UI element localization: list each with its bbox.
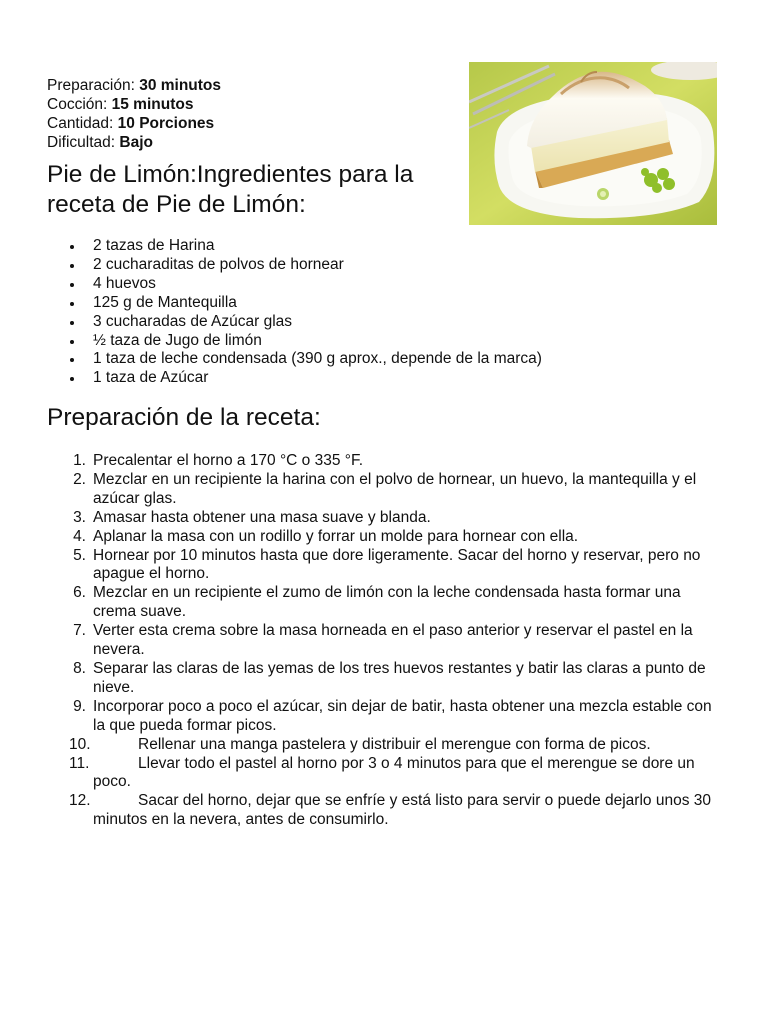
ingredient-item: 3 cucharadas de Azúcar glas: [93, 313, 542, 332]
step-number: 4.: [73, 527, 86, 545]
step-item: [47, 471, 727, 509]
step-number: 3.: [73, 508, 86, 526]
meta-difficulty: Dificultad: Bajo: [47, 134, 153, 151]
step-item: [47, 584, 727, 622]
step-text: Mezclar en un recipiente el zumo de limón con la leche condensada hasta formar una crema suave.: [93, 584, 681, 621]
step-text: Verter esta crema sobre la masa horneada en el paso anterior y reservar el pastel en la nevera.: [93, 622, 693, 659]
step-number: 8.: [73, 659, 86, 677]
step-item: [47, 660, 727, 698]
meta-quantity: Cantidad: 10 Porciones: [47, 115, 215, 132]
step-number: 6.: [73, 584, 86, 602]
step-number: 9.: [73, 697, 86, 715]
recipe-meta: [47, 76, 221, 152]
meta-preparation: Preparación: 30 minutos: [47, 77, 222, 94]
step-number: 7.: [73, 622, 86, 640]
ingredient-item: 1 taza de leche condensada (390 g aprox., depende de la marca): [93, 350, 542, 368]
ingredient-item: 2 cucharaditas de polvos de hornear: [93, 256, 542, 275]
step-number: 2.: [73, 470, 86, 488]
step-text: Precalentar el horno a 170 °C o 335 °F.: [93, 452, 364, 469]
ingredient-item: 1 taza de Azúcar: [93, 369, 542, 388]
step-item: [47, 792, 727, 830]
step-text: Sacar del horno, dejar que se enfríe y está listo para servir o puede dejarlo unos 30 minutos en la nevera, antes de consumirlo.: [93, 792, 711, 829]
step-item: [47, 736, 727, 755]
step-text: Incorporar poco a poco el azúcar, sin dejar de batir, hasta obtener una mezcla estable con la que pueda formar picos.: [93, 697, 712, 734]
step-item: [47, 452, 727, 471]
step-text: Mezclar en un recipiente la harina con el polvo de hornear, un huevo, la mantequilla y el azúcar glas.: [93, 470, 697, 507]
recipe-title: Pie de Limón:Ingredientes para la receta de Pie de Limón:: [47, 161, 414, 218]
ingredient-list: [47, 237, 542, 388]
step-item: [47, 622, 727, 660]
step-text: Rellenar una manga pastelera y distribuir el merengue con forma de picos.: [138, 735, 651, 753]
step-number: 10.: [69, 735, 91, 753]
step-text: Llevar todo el pastel al horno por 3 o 4 minutos para que el merengue se dore un poco.: [93, 754, 695, 791]
step-number: 12.: [69, 792, 91, 810]
step-item: [47, 755, 727, 793]
step-number: 1.: [73, 452, 86, 469]
ingredient-item: 4 huevos: [93, 275, 542, 294]
step-text: Aplanar la masa con un rodillo y forrar un molde para hornear con ella.: [93, 527, 579, 545]
step-item: [47, 509, 727, 528]
step-item: [47, 528, 727, 547]
step-list: [47, 452, 727, 830]
step-item: [47, 547, 727, 585]
step-item: [47, 698, 727, 736]
preparation-title: Preparación de la receta:: [47, 404, 321, 431]
ingredient-item: 125 g de Mantequilla: [93, 294, 542, 313]
ingredient-item: 2 tazas de Harina: [93, 237, 542, 256]
ingredient-item: ½ taza de Jugo de limón: [93, 332, 542, 351]
step-text: Amasar hasta obtener una masa suave y blanda.: [93, 508, 431, 526]
step-text: Separar las claras de las yemas de los tres huevos restantes y batir las claras a punto de nieve.: [93, 659, 706, 696]
lemon-meringue-pie-photo: [469, 62, 717, 225]
step-text: Hornear por 10 minutos hasta que dore ligeramente. Sacar del horno y reservar, pero no apague el horno.: [93, 546, 701, 583]
step-number: 11.: [69, 754, 90, 772]
meta-cooking: Cocción: 15 minutos: [47, 96, 194, 113]
step-number: 5.: [73, 546, 86, 564]
